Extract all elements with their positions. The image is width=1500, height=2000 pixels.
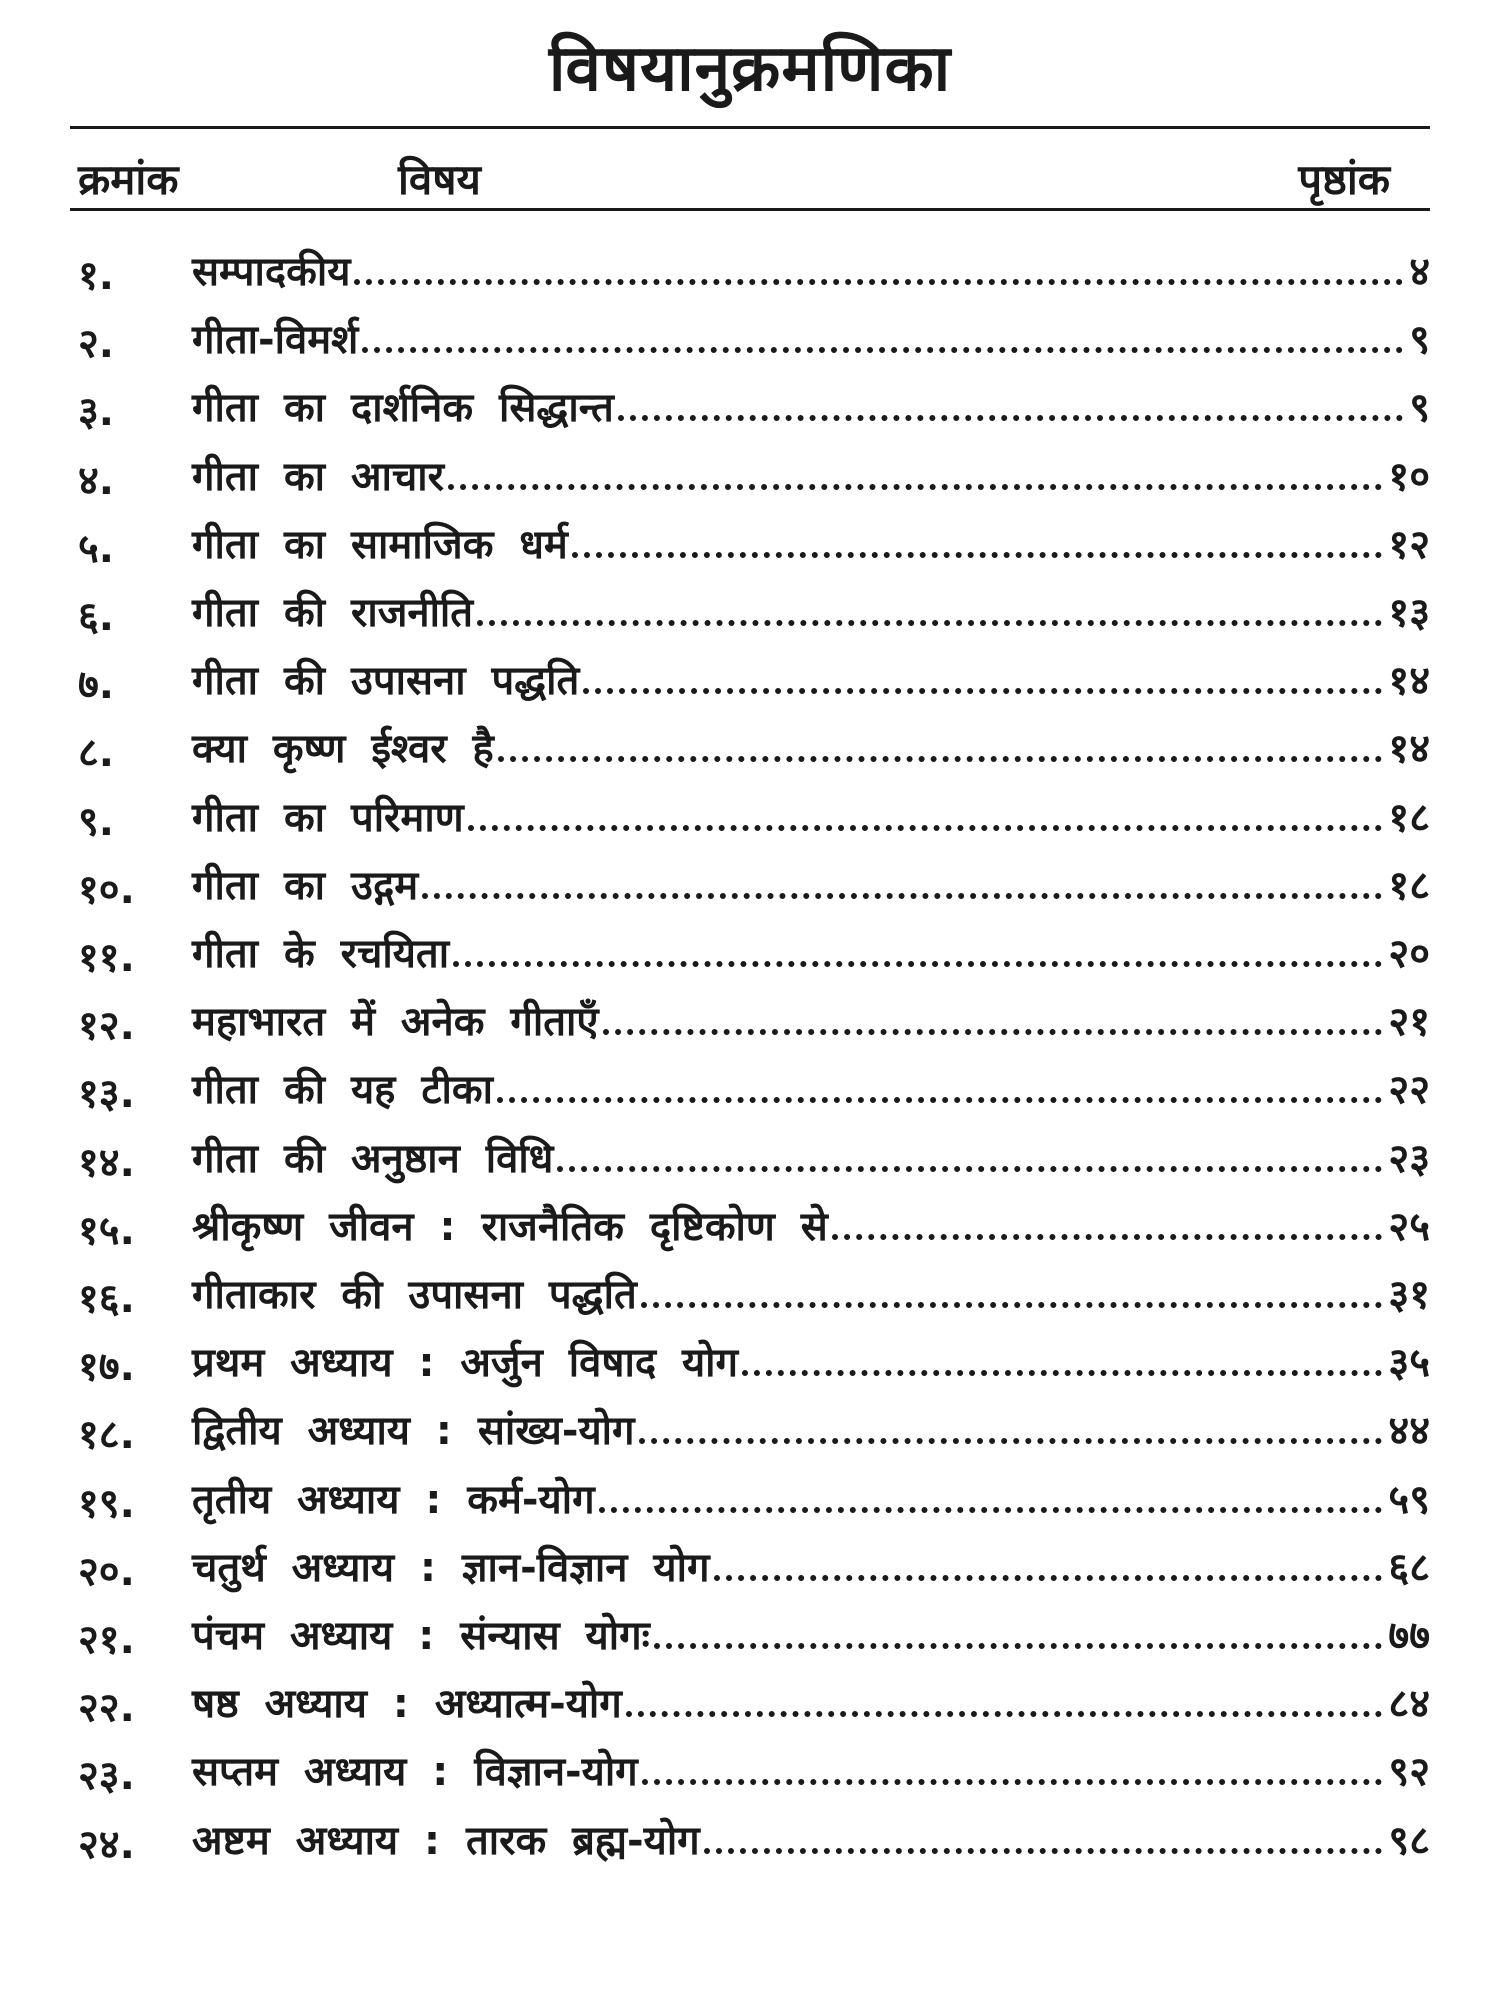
dot-leader (468, 825, 1383, 831)
toc-entry-page: १२ (1388, 521, 1430, 568)
toc-entry-title: द्वितीय अध्याय : सांख्य-योग (192, 1408, 635, 1455)
toc-entry-number: ११. (78, 935, 135, 981)
toc-entry-page: ६८ (1388, 1544, 1430, 1591)
header-bottom-rule (70, 208, 1430, 211)
toc-entry-line (192, 515, 1430, 570)
toc-entry-title: अष्टम अध्याय : तारक ब्रह्म-योग (192, 1817, 700, 1864)
toc-entry-title: गीता का आचार (192, 453, 444, 500)
toc-entry-number: १४. (78, 1139, 135, 1186)
dot-leader (603, 1029, 1383, 1035)
toc-entry-line (192, 924, 1430, 979)
toc-entry-page: १८ (1388, 794, 1430, 841)
toc-entry-line (192, 378, 1430, 433)
toc-entry-line (192, 447, 1430, 502)
toc-entry-title: श्रीकृष्ण जीवन : राजनैतिक दृष्टिकोण से (192, 1203, 828, 1250)
dot-leader (497, 1097, 1382, 1103)
toc-entry (0, 1058, 1500, 1126)
dot-leader (639, 1438, 1383, 1444)
dot-leader (642, 1779, 1383, 1785)
toc-entry (0, 649, 1500, 717)
toc-entry-number: २४. (78, 1821, 135, 1868)
toc-entry-page: ७७ (1388, 1613, 1430, 1659)
toc-entry (0, 1195, 1500, 1263)
toc-entry-title: गीता के रचयिता (192, 931, 450, 977)
toc-entry-line (192, 1060, 1430, 1115)
toc-entry-title: गीता की यह टीका (192, 1067, 493, 1114)
dot-leader (832, 1234, 1383, 1240)
toc-entry-number: १८. (78, 1412, 135, 1459)
dot-leader (599, 1507, 1383, 1513)
toc-entry-number: १३. (78, 1071, 135, 1118)
toc-entry-page: ९८ (1388, 1817, 1430, 1864)
dot-leader (618, 415, 1403, 421)
toc-entry-page: ३५ (1388, 1340, 1430, 1387)
toc-entry (0, 308, 1500, 376)
column-header-serial: क्रमांक (78, 155, 179, 204)
toc-entry (0, 1468, 1500, 1536)
toc-entry-line (192, 310, 1430, 365)
toc-entry-title: क्या कृष्ण ईश्वर है (192, 726, 494, 773)
toc-entry-title: प्रथम अध्याय : अर्जुन विषाद योग (192, 1340, 739, 1387)
toc-entry-page: ९ (1409, 317, 1430, 364)
toc-entry-number: ४. (78, 457, 114, 504)
toc-entry-number: २०. (78, 1548, 135, 1595)
toc-entry (0, 445, 1500, 513)
toc-entry-number: ९. (78, 798, 114, 845)
toc-entry-number: १०. (78, 866, 135, 913)
toc-entry (0, 922, 1500, 990)
dot-leader (498, 756, 1383, 762)
toc-entry-page: २२ (1388, 1067, 1430, 1114)
toc-entry-line (192, 1401, 1430, 1456)
toc-entry-page: ८४ (1388, 1681, 1430, 1728)
toc-entry-line (192, 583, 1430, 638)
toc-entry-line (192, 1265, 1430, 1320)
dot-leader (654, 1643, 1383, 1649)
toc-entry-page: २० (1388, 931, 1430, 977)
toc-entry (0, 1331, 1500, 1399)
toc-entry-page: १८ (1388, 862, 1430, 909)
toc-entry-line (192, 1197, 1430, 1252)
toc-entry-title: महाभारत में अनेक गीताएँ (192, 999, 599, 1046)
toc-entry-title: तृतीय अध्याय : कर्म-योग (192, 1476, 595, 1523)
toc-entry-number: ७. (78, 662, 114, 709)
toc-entry-line (192, 242, 1430, 297)
dot-leader (626, 1711, 1383, 1717)
toc-entry-title: सप्तम अध्याय : विज्ञान-योग (192, 1749, 638, 1796)
toc-entry-title: पंचम अध्याय : संन्यास योगः (192, 1613, 650, 1659)
toc-entry-number: ३. (78, 389, 114, 436)
toc-entry-number: १६. (78, 1276, 135, 1322)
toc-entry-title: गीता-विमर्श (192, 317, 359, 364)
toc-entry (0, 240, 1500, 308)
toc-entry (0, 786, 1500, 854)
toc-entry-number: ५. (78, 525, 114, 572)
toc-entry-number: १. (78, 253, 114, 299)
toc-entry-line (192, 788, 1430, 843)
toc-entry-line (192, 719, 1430, 774)
toc-entry-title: चतुर्थ अध्याय : ज्ञान-विज्ञान योग (192, 1544, 710, 1591)
toc-entry-line (192, 1538, 1430, 1593)
dot-leader (572, 552, 1383, 558)
toc-entry-number: २१. (78, 1617, 135, 1663)
toc-entry-line (192, 856, 1430, 911)
toc-entry-line (192, 1811, 1430, 1866)
toc-entry-title: गीता की उपासना पद्धति (192, 658, 580, 705)
toc-entry-title: गीता का उद्गम (192, 862, 419, 909)
toc-entry-line (192, 1129, 1430, 1184)
toc-entry-title: गीता का सामाजिक धर्म (192, 521, 568, 568)
toc-entry (0, 581, 1500, 649)
toc-entry-page: ५९ (1388, 1476, 1430, 1523)
toc-entry-title: सम्पादकीय (192, 249, 351, 295)
toc-entry-number: १२. (78, 1003, 135, 1050)
header-top-rule (70, 126, 1430, 129)
dot-leader (704, 1848, 1383, 1854)
dot-leader (641, 1302, 1383, 1308)
toc-entry-number: १५. (78, 1207, 135, 1254)
toc-entry-number: १७. (78, 1344, 135, 1391)
toc-entry-line (192, 1606, 1430, 1661)
toc-entry-title: गीता का दार्शनिक सिद्धान्त (192, 385, 614, 432)
toc-entry-page: ९ (1409, 385, 1430, 432)
toc-entry-page: १४ (1388, 658, 1430, 705)
dot-leader (354, 279, 1403, 285)
toc-entry-page: ३१ (1388, 1272, 1430, 1318)
toc-entry (0, 1399, 1500, 1467)
toc-entry-number: २३. (78, 1753, 135, 1800)
dot-leader (362, 347, 1403, 353)
toc-entry (0, 1672, 1500, 1740)
toc-entry-page: २५ (1388, 1203, 1430, 1250)
dot-leader (557, 1166, 1382, 1172)
dot-leader (742, 1370, 1382, 1376)
toc-entry-page: २३ (1388, 1135, 1430, 1182)
dot-leader (422, 893, 1382, 899)
toc-entry (0, 990, 1500, 1058)
toc-entry-title: गीता का परिमाण (192, 794, 464, 841)
toc-entry-page: ४४ (1388, 1408, 1430, 1455)
toc-entry-line (192, 1470, 1430, 1525)
toc-entry (0, 513, 1500, 581)
toc-entry-title: गीता की अनुष्ठान विधि (192, 1135, 554, 1182)
toc-entry-number: २२. (78, 1685, 135, 1732)
toc-entry-number: २. (78, 321, 114, 368)
toc-entry-number: ६. (78, 594, 114, 640)
dot-leader (453, 961, 1382, 967)
toc-entry (0, 717, 1500, 785)
toc-entry-line (192, 1333, 1430, 1388)
toc-entry-page: ४ (1409, 249, 1430, 295)
dot-leader (714, 1575, 1383, 1581)
toc-entry (0, 1809, 1500, 1877)
dot-leader (583, 688, 1382, 694)
toc-entry-line (192, 1674, 1430, 1729)
dot-leader (448, 484, 1382, 490)
toc-entry-title: षष्ठ अध्याय : अध्यात्म-योग (192, 1681, 622, 1728)
page-title: विषयानुक्रमणिका (548, 32, 952, 106)
toc-entry (0, 1127, 1500, 1195)
toc-entry-page: ९२ (1388, 1749, 1430, 1796)
toc-entry-line (192, 1742, 1430, 1797)
toc-entry (0, 376, 1500, 444)
toc-entry-page: १० (1388, 453, 1430, 500)
toc-entry-number: ८. (78, 730, 114, 777)
toc-entry (0, 854, 1500, 922)
toc-entry (0, 1604, 1500, 1672)
toc-entry-page: १३ (1388, 590, 1430, 636)
toc-entry (0, 1536, 1500, 1604)
toc-entry-title: गीता की राजनीति (192, 590, 474, 636)
toc-entry-title: गीताकार की उपासना पद्धति (192, 1272, 637, 1318)
toc-entry-page: १४ (1388, 726, 1430, 773)
toc-entry-number: १९. (78, 1480, 135, 1527)
toc-entry (0, 1740, 1500, 1808)
column-header-subject: विषय (398, 155, 481, 204)
toc-entry (0, 1263, 1500, 1331)
column-header-page: पृष्ठांक (1298, 155, 1390, 204)
toc-entry-line (192, 651, 1430, 706)
toc-entry-line (192, 992, 1430, 1047)
toc-entry-page: २१ (1388, 999, 1430, 1046)
dot-leader (477, 620, 1382, 626)
